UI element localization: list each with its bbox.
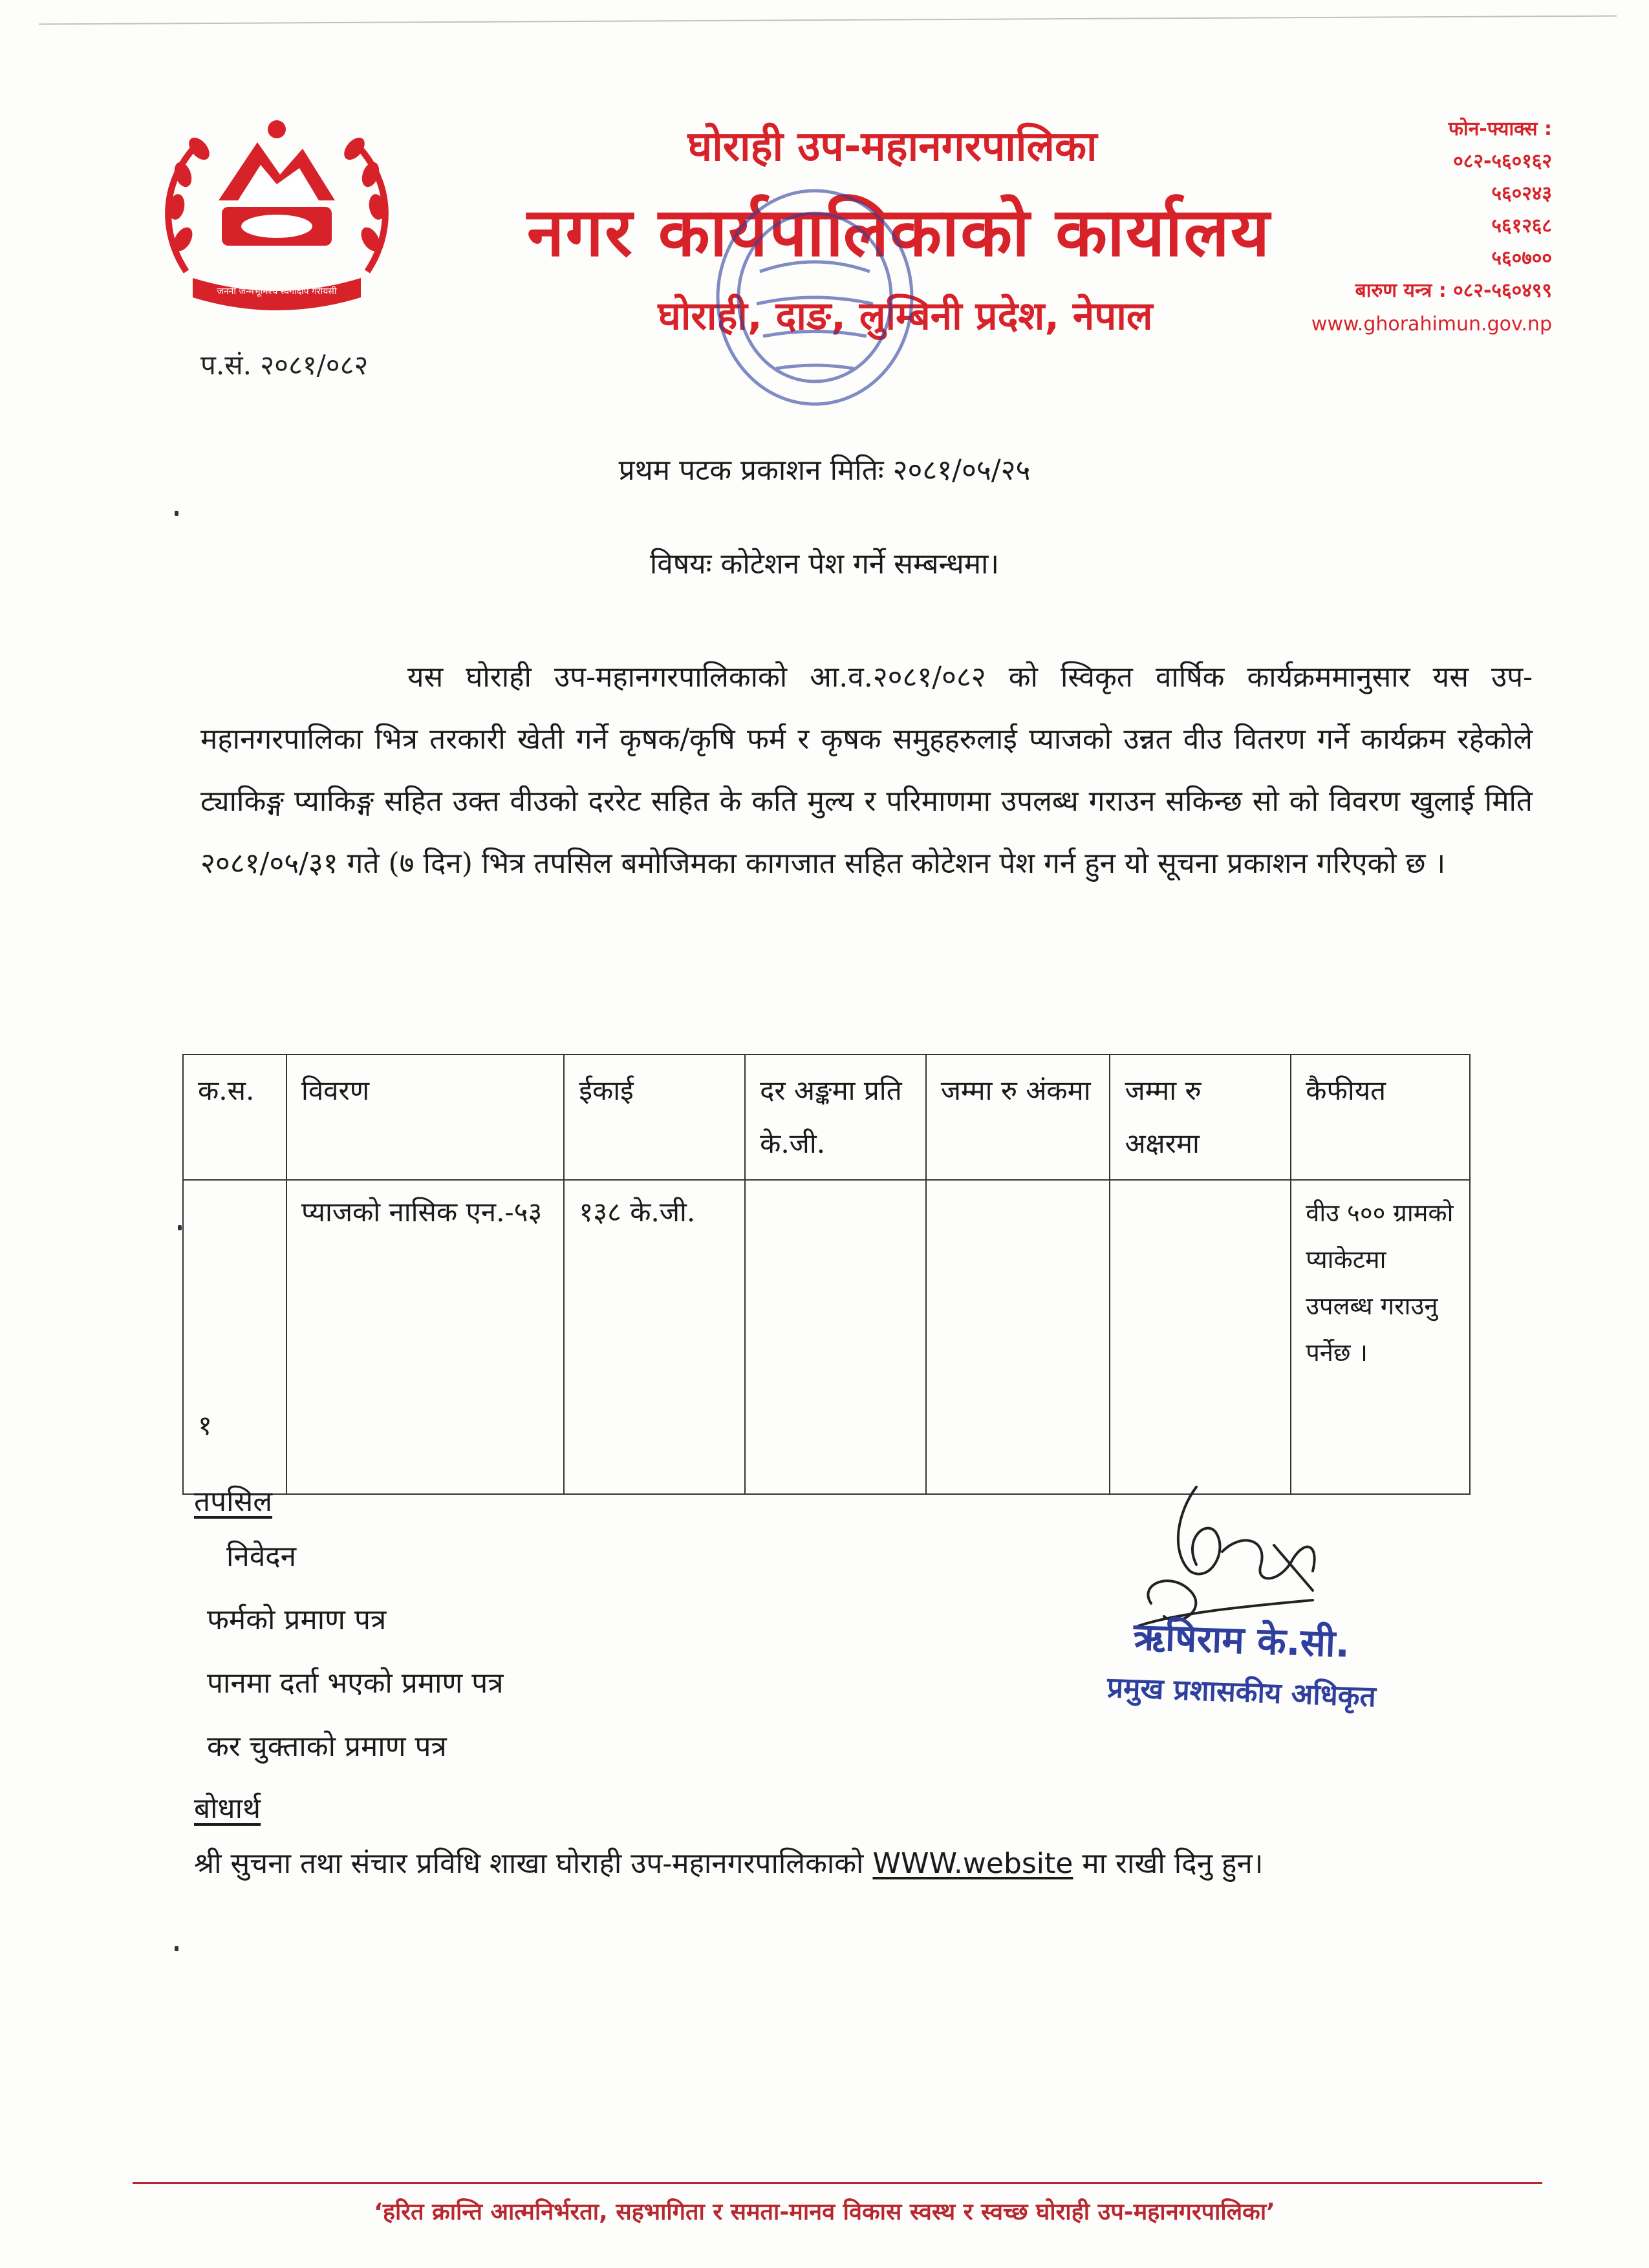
column-header: विवरण: [286, 1054, 564, 1180]
scan-speck: [175, 1946, 178, 1951]
table-row: [183, 1180, 1470, 1494]
contact-block: [1280, 113, 1552, 341]
phone-number: ५६१२६८: [1491, 215, 1552, 237]
column-header: कैफीयत: [1291, 1054, 1470, 1180]
scan-speck: [175, 511, 178, 516]
phone-number: ०८२-५६०१६२: [1453, 150, 1552, 173]
scan-edge: [39, 0, 1617, 25]
office-address: घोराही, दाङ, लुम्बिनी प्रदेश, नेपाल: [658, 294, 1153, 339]
cc-line: [194, 1843, 1263, 1881]
office-stamp-icon: [698, 175, 931, 420]
notice-body: यस घोराही उप-महानगरपालिकाको आ.व.२०८१/०८२ को स्विकृत वार्षिक कार्यक्रममानुसार यस उप-महानगरपालिका भित्र तरकारी खेती गर्ने कृषक/कृषि फर्म र कृषक समुहहरुलाई प्याजको उन्नत वीउ वितरण गर्ने कार्यक्रम रहेकोले ट्याकिङ्ग प्याकिङ्ग सहित उक्त वीउको दररेट सहित के कति मुल्य र परिमाणमा उपलब्ध गराउन सकिन्छ सो को विवरण खुलाई मिति २०८१/०५/३१ गते (७ दिन) भित्र तपसिल बमोजिमका कागजात सहित कोटेशन पेश गर्न हुन यो सूचना प्रकाशन गरिएको छ ।: [200, 661, 1533, 880]
signatory-title: प्रमुख प्रशासकीय अधिकृत: [1106, 1671, 1377, 1714]
list-item: फर्मको प्रमाण पत्र: [207, 1603, 387, 1636]
serial-number-cell: १: [183, 1180, 286, 1494]
column-header: जम्मा रु अक्षरमा: [1110, 1054, 1291, 1180]
phone-number: ५६०२४३: [1491, 182, 1552, 205]
office-name: नगर कार्यपालिकाको कार्यालय: [526, 193, 1271, 272]
footer-motto: ‘हरित क्रान्ति आत्मनिर्भरता, सहभागिता र समता-मानव विकास स्वस्थ र स्वच्छ घोराही उप-महानगरपालिका’: [374, 2199, 1275, 2225]
scan-speck: [178, 1225, 182, 1230]
list-item: निवेदन: [226, 1540, 297, 1573]
emblem-caption: जननी जन्मभूमिश्च स्वर्गादपि गरीयसी: [217, 286, 337, 297]
phone-fax-label: फोन-फ्याक्स :: [1448, 118, 1552, 140]
website-link[interactable]: WWW.website: [872, 1847, 1073, 1880]
cc-text: श्री सुचना तथा संचार प्रविधि शाखा घोराही उप-महानगरपालिकाको: [194, 1847, 873, 1880]
list-item: पानमा दर्ता भएको प्रमाण पत्र: [207, 1667, 504, 1700]
reference-number: प.सं. २०८१/०८२: [200, 349, 369, 381]
cc-text: मा राखी दिनु हुन।: [1073, 1847, 1264, 1880]
remarks-cell: वीउ ५०० ग्रामको प्याकेटमा उपलब्ध गराउनु पर्नेछ ।: [1291, 1180, 1470, 1494]
unit-cell: १३८ के.जी.: [564, 1180, 745, 1494]
phone-number: ५६०७००: [1491, 247, 1552, 270]
cc-title: बोधार्थ: [194, 1792, 261, 1825]
column-header: ईकाई: [564, 1054, 745, 1180]
rate-cell[interactable]: [745, 1180, 926, 1494]
enclosures-list: [207, 1535, 504, 1789]
column-header: जम्मा रु अंकमा: [926, 1054, 1110, 1180]
footer-divider: [133, 2182, 1542, 2184]
column-header: क.स.: [183, 1054, 286, 1180]
table-header-row: [183, 1054, 1470, 1180]
quotation-table: [182, 1054, 1471, 1495]
total-figures-cell[interactable]: [926, 1180, 1110, 1494]
description-cell: प्याजको नासिक एन.-५३: [286, 1180, 564, 1494]
list-item: कर चुक्ताको प्रमाण पत्र: [207, 1730, 447, 1763]
column-header: दर अङ्कमा प्रति के.जी.: [745, 1054, 926, 1180]
subject-line: विषयः कोटेशन पेश गर्ने सम्बन्धमा।: [649, 548, 1000, 581]
signatory-name: ऋषिराम के.सी.: [1132, 1614, 1351, 1666]
total-words-cell[interactable]: [1110, 1180, 1291, 1494]
fire-brigade-number: बारुण यन्त्र : ०८२-५६०४९९: [1355, 279, 1552, 302]
nepal-emblem-icon: [147, 103, 406, 323]
website-link[interactable]: www.ghorahimun.gov.np: [1311, 313, 1552, 336]
enclosures-title: तपसिल: [194, 1485, 273, 1518]
organization-name: घोराही उप-महानगरपालिका: [687, 123, 1097, 171]
publication-date: प्रथम पटक प्रकाशन मितिः २०८१/०५/२५: [618, 454, 1031, 487]
